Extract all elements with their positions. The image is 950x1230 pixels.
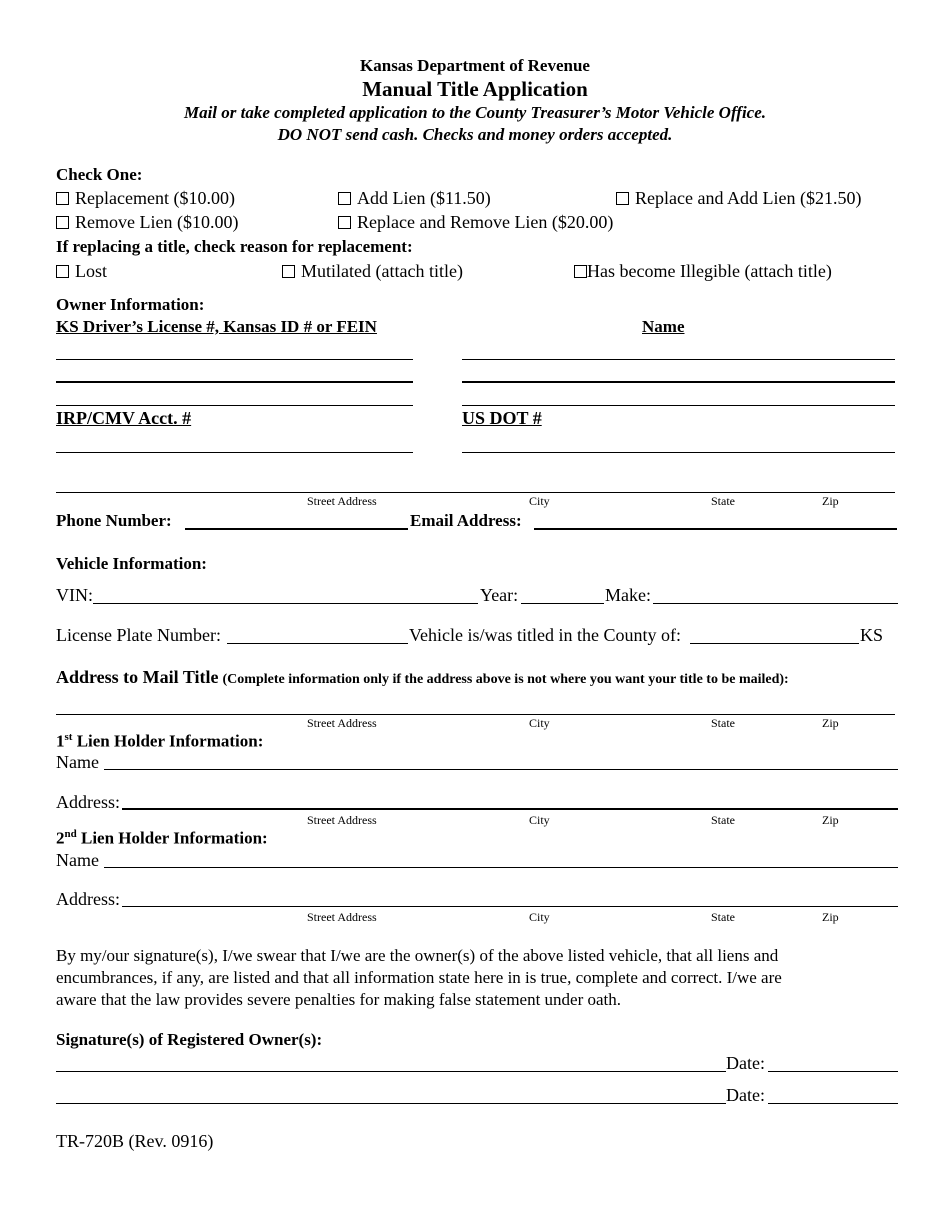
county-label: Vehicle is/was titled in the County of:	[409, 625, 681, 645]
option-label: Remove Lien ($10.00)	[75, 212, 239, 232]
lien1-address-field[interactable]	[122, 808, 898, 810]
checkbox[interactable]	[338, 192, 351, 205]
phone-label: Phone Number:	[56, 511, 172, 530]
usdot-label: US DOT #	[462, 408, 542, 428]
affirmation-line-2: encumbrances, if any, are listed and that all information state here in is true, complete and correct. I/we are	[56, 968, 782, 987]
irp-label: IRP/CMV Acct. #	[56, 408, 192, 428]
street-caption: Street Address	[307, 910, 377, 924]
mail-title-label: Address to Mail Title	[56, 667, 219, 687]
divider	[56, 381, 413, 383]
form-id: TR-720B (Rev. 0916)	[56, 1131, 214, 1151]
checkbox[interactable]	[56, 192, 69, 205]
lien2-num: 2	[56, 828, 65, 848]
mail-title-note: (Complete information only if the address above is not where you want your title to be mailed):	[222, 672, 789, 687]
checkbox[interactable]	[56, 265, 69, 278]
checkbox[interactable]	[338, 216, 351, 229]
state-caption: State	[711, 494, 735, 508]
city-caption: City	[529, 910, 550, 924]
name-field-2[interactable]	[462, 405, 895, 406]
lien2-name-field[interactable]	[104, 867, 898, 868]
year-field[interactable]	[521, 603, 604, 604]
year-label: Year:	[480, 585, 519, 605]
option-label: Replace and Add Lien ($21.50)	[635, 188, 862, 208]
option-label: Replace and Remove Lien ($20.00)	[357, 212, 614, 232]
lien1-sup: st	[64, 731, 73, 743]
option-label: Add Lien ($11.50)	[357, 188, 491, 208]
lien2-name-label: Name	[56, 850, 99, 870]
affirmation-line-1: By my/our signature(s), I/we swear that I/we are the owner(s) of the above listed vehicle, that all liens and	[56, 946, 779, 965]
usdot-field[interactable]	[462, 452, 895, 453]
state-caption: State	[711, 910, 735, 924]
signature-field-2[interactable]	[56, 1103, 726, 1104]
license-label: KS Driver’s License #, Kansas ID # or FEIN	[56, 317, 377, 336]
instruction-line-2: DO NOT send cash. Checks and money orders accepted.	[277, 125, 673, 144]
checkbox[interactable]	[574, 265, 587, 278]
checkbox[interactable]	[56, 216, 69, 229]
mail-address-field[interactable]	[56, 714, 895, 715]
option-add-lien[interactable]	[338, 188, 491, 209]
vehicle-info-heading: Vehicle Information:	[56, 554, 207, 573]
zip-caption: Zip	[822, 813, 839, 827]
street-caption: Street Address	[307, 813, 377, 827]
date-field-1[interactable]	[768, 1071, 898, 1072]
check-one-heading: Check One:	[56, 165, 143, 184]
zip-caption: Zip	[822, 910, 839, 924]
license-field-1[interactable]	[56, 359, 413, 360]
name-field-1[interactable]	[462, 359, 895, 360]
city-caption: City	[529, 716, 550, 730]
lien2-rest: Lien Holder Information:	[76, 828, 268, 848]
owner-address-field[interactable]	[56, 492, 895, 493]
lien2-sup: nd	[64, 828, 77, 840]
county-field[interactable]	[690, 643, 859, 644]
date-field-2[interactable]	[768, 1103, 898, 1104]
divider	[462, 381, 895, 383]
lien2-heading	[56, 828, 268, 849]
option-replace-remove-lien[interactable]	[338, 212, 613, 233]
lien1-rest: Lien Holder Information:	[72, 731, 264, 751]
lien2-address-label: Address:	[56, 889, 120, 909]
form-title: Manual Title Application	[362, 77, 588, 101]
plate-field[interactable]	[227, 643, 408, 644]
email-field[interactable]	[534, 528, 897, 530]
agency-name: Kansas Department of Revenue	[360, 56, 590, 75]
lien1-num: 1	[56, 731, 65, 751]
checkbox[interactable]	[616, 192, 629, 205]
replacement-reason-heading: If replacing a title, check reason for replacement:	[56, 237, 413, 256]
option-replace-add-lien[interactable]	[616, 188, 861, 209]
state-caption: State	[711, 813, 735, 827]
license-field-2[interactable]	[56, 405, 413, 406]
owner-info-heading: Owner Information:	[56, 295, 205, 314]
make-field[interactable]	[653, 603, 898, 604]
instruction-line-1: Mail or take completed application to the County Treasurer’s Motor Vehicle Office.	[183, 103, 767, 122]
irp-field[interactable]	[56, 452, 413, 453]
city-caption: City	[529, 494, 550, 508]
affirmation-line-3: aware that the law provides severe penalties for making false statement under oath.	[56, 990, 622, 1009]
phone-field[interactable]	[185, 528, 408, 530]
option-label: Mutilated (attach title)	[301, 261, 463, 281]
vin-label: VIN:	[56, 585, 93, 605]
checkbox[interactable]	[282, 265, 295, 278]
option-label: Lost	[75, 261, 108, 281]
reason-illegible[interactable]	[574, 261, 832, 282]
option-replacement[interactable]	[56, 188, 235, 209]
mail-title-heading	[56, 667, 789, 688]
make-label: Make:	[605, 585, 651, 605]
lien1-name-label: Name	[56, 752, 99, 772]
lien1-name-field[interactable]	[104, 769, 898, 770]
email-label: Email Address:	[410, 511, 522, 530]
vin-field[interactable]	[93, 603, 478, 604]
reason-mutilated[interactable]	[282, 261, 463, 282]
county-suffix: KS	[860, 625, 884, 645]
lien2-address-field[interactable]	[122, 906, 898, 907]
reason-lost[interactable]	[56, 261, 107, 282]
lien1-heading	[56, 731, 263, 752]
date-label-2: Date:	[726, 1085, 765, 1105]
option-label: Replacement ($10.00)	[75, 188, 235, 208]
name-label: Name	[642, 317, 685, 336]
option-remove-lien[interactable]	[56, 212, 238, 233]
city-caption: City	[529, 813, 550, 827]
signature-heading: Signature(s) of Registered Owner(s):	[56, 1030, 323, 1049]
street-caption: Street Address	[307, 494, 377, 508]
lien1-address-label: Address:	[56, 792, 120, 812]
street-caption: Street Address	[307, 716, 377, 730]
signature-field-1[interactable]	[56, 1071, 726, 1072]
zip-caption: Zip	[822, 494, 839, 508]
zip-caption: Zip	[822, 716, 839, 730]
option-label: Has become Illegible (attach title)	[587, 261, 832, 281]
plate-label: License Plate Number:	[56, 625, 221, 645]
date-label-1: Date:	[726, 1053, 765, 1073]
state-caption: State	[711, 716, 735, 730]
